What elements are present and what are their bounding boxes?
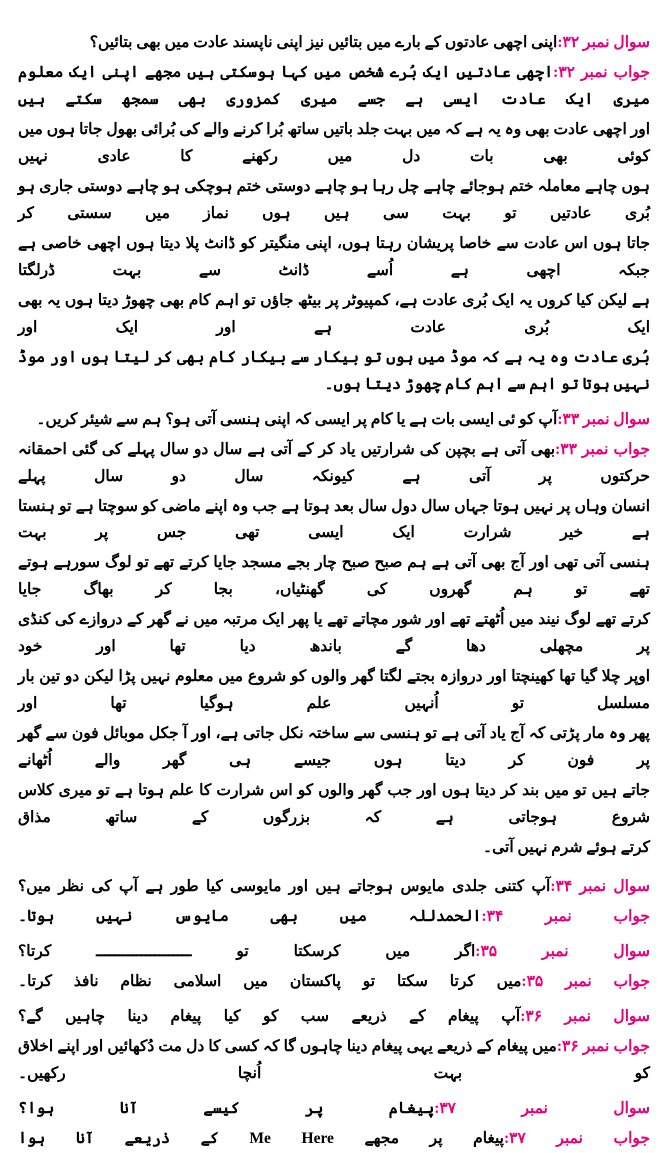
answer-33-line-6: پھر وہ مار پڑتی کہ آج یاد آتی ہے تو ہنسی سے ساختہ نکل جاتی ہے، اور آ جکل موبائل فون سے گھر پر فون کر دیتا ہوں جیسے ہی گھر والے اُٹھانے xyxy=(18,725,650,770)
answer-32-line-1 xyxy=(18,60,650,114)
answer-33-line-2: انسان وہاں پر نہیں ہوتا جہاں سال دول سال بعد ہوتا ہے جب وہ اپنے ماضی کو سوچتا ہے تو ہنستا ہے خیر شرارت ایک ایسی تھی جس پر بہت xyxy=(18,497,650,542)
question-33-label: سوال نمبر ۳۳: xyxy=(557,410,650,428)
qa-block-q35 xyxy=(18,939,650,966)
question-35 xyxy=(18,939,650,966)
qa-block-a36 xyxy=(18,1034,650,1088)
answer-32-label: جواب نمبر ۳۲: xyxy=(553,63,650,81)
answer-35-text: میں کرتا سکتا تو پاکستان میں اسلامی نظام نافذ کرتا۔ xyxy=(18,973,522,990)
answer-37-text-after: کے ذریعے آنا ہوا xyxy=(18,1129,250,1147)
answer-32-text-1: اچھی عادتیں ایک بُرے شخص میں کہا ہوسکتی ہیں مجھے اپنی ایک معلوم میری ایک عادت ایسی ہے جسے میری کمزوری بھی سمجھ سکتے ہیں xyxy=(18,63,650,108)
answer-33-line-1 xyxy=(18,437,650,491)
answer-32-line-6: بُری عادت وہ یہ ہے کہ موڈ میں ہوں تو بیکار سے بیکار کام بھی کر لیتا ہوں اور موڈ نہیں ہوتا تو اہم سے اہم کام چھوڑ دیتا ہوں۔ xyxy=(18,348,651,393)
answer-32-line-3: ہوں چاہے معاملہ ختم ہوجائے چاہے چل رہا ہو چاہے دوستی ختم ہوچکی ہو چاہے دوستی جاری ہو بُری عادتیں تو بہت سی ہیں ہوں نماز میں سستی کر xyxy=(18,177,650,222)
answer-34-label: جواب نمبر ۳۴: xyxy=(481,908,650,926)
question-33 xyxy=(18,407,650,434)
answer-34 xyxy=(18,904,650,931)
answer-37-label: جواب نمبر ۳۷: xyxy=(503,1129,650,1147)
qa-block-q33 xyxy=(18,407,650,434)
answer-33-text-1: بھی آتی ہے بچپن کی شرارتیں یاد کر کے آتی ہے سال دو سال پہلے کی گئی احمقانہ حرکتوں پر آتی ہے کیونکہ سال دو سال پہلے xyxy=(18,440,650,485)
qa-block-a35 xyxy=(18,969,650,996)
question-34-text: آپ کتنی جلدی مایوس ہوجاتے ہیں اور مایوسی کیا طور ہے آپ کی نظر میں؟ xyxy=(18,878,551,896)
qa-block-a33 xyxy=(18,437,650,863)
qa-block-a32 xyxy=(18,60,650,399)
answer-36 xyxy=(18,1034,650,1088)
question-35-label: سوال نمبر ۳۵: xyxy=(475,943,650,961)
spacer xyxy=(18,865,650,874)
answer-37-text-before: پیغام پر مجھے xyxy=(333,1129,504,1147)
answer-34-text: الحمدللہ میں بھی مایوس نہیں ہوتا۔ xyxy=(18,908,482,926)
answer-36-text: میں پیغام کے ذریعے یہی پیغام دینا چاہوں گا کہ کسی کا دل مت دُکھائیں اور اپنے اخلاق کو بہت اُنچا رکھیں۔ xyxy=(18,1037,650,1082)
answer-33-line-4: کرتے تھے لوگ نیند میں اُٹھتے تھے اور شور مچاتے تھے یا پھر ایک مرتبہ میں نے گھر کے دروازے کی کنڈی پر مچھلی دھا گے باندھ دیا تھا اور خود xyxy=(18,611,650,656)
answer-32-line-5: ہے لیکن کیا کروں یہ ایک بُری عادت ہے، کمپیوٹر پر بیٹھ جاؤں تو اہم کام بھی چھوڑ دیتا ہوں یہ بھی ایک بُری عادت ہے اور ایک اور xyxy=(18,291,650,336)
answer-35-label: جواب نمبر ۳۵: xyxy=(521,973,650,990)
question-32-label: سوال نمبر ۳۲: xyxy=(557,34,650,51)
answer-33-line-8: کرتے ہوئے شرم نہیں آتی۔ xyxy=(483,839,650,857)
answer-32-line-4: جاتا ہوں اس عادت سے خاصا پریشان رہتا ہوں، اپنی منگیتر کو ڈانٹ پلا دیتا ہوں اچھی خاصی ہے جبکہ اچھی ہے اُسے ڈانٹ سے بہت ڈرلگتا xyxy=(18,234,650,279)
answer-33-line-3: ہنسی آتی تھی اور آج بھی آتی ہے ہم صبح صبح چار بجے مسجد جایا کرتے تھے تو لوگ سورہے ہوتے تھے تو ہم گھروں کی گھنٹیاں، بجا کر بھاگ جایا xyxy=(18,554,650,599)
qa-block-q34 xyxy=(18,874,650,901)
answer-37 xyxy=(18,1126,650,1153)
qa-block-a34 xyxy=(18,904,650,931)
answer-33-label: جواب نمبر ۳۳: xyxy=(555,440,650,458)
question-35-text: اگر میں کرسکتا تو ـــــــــــــــــــــ کرتا؟ xyxy=(18,943,476,961)
answer-33-line-5: اوپر چلا گیا تھا کھینچتا اور دروازہ بجتے لگتا گھر والوں کو شروع میں معلوم نہیں پڑا لیکن دو تین بار مسلسل تو اُنہیں علم ہوگیا تھا اور xyxy=(18,668,650,713)
qa-block-q37 xyxy=(18,1096,650,1123)
answer-36-label: جواب نمبر ۳۶: xyxy=(556,1037,650,1055)
qa-block-a37 xyxy=(18,1126,650,1153)
question-32 xyxy=(18,30,650,57)
answer-37-latin-text: Me Here xyxy=(249,1129,334,1147)
answer-32-line-2: اور اچھی عادت بھی وہ یہ ہے کہ میں بہت جلد باتیں ساتھ بُرا کرنے والے کی بُرائی بھول جاتا ہوں میں کوئی بھی بات دل میں رکھنے کا عادی نہیں xyxy=(18,120,650,165)
answer-35 xyxy=(18,969,650,996)
question-33-text: آپ کو ئی ایسی بات ہے یا کام پر ایسی کہ اپنی ہنسی آتی ہو؟ ہم سے شیئر کریں۔ xyxy=(36,410,558,428)
question-36-label: سوال نمبر ۳۶: xyxy=(520,1007,650,1025)
question-34-label: سوال نمبر ۳۴: xyxy=(550,878,650,896)
qa-block-q32 xyxy=(18,30,650,57)
question-32-text: اپنی اچھی عادتوں کے بارے میں بتائیں نیز اپنی ناپسند عادت میں بھی بتائیں؟ xyxy=(89,34,558,51)
question-37-label: سوال نمبر ۳۷: xyxy=(434,1099,650,1117)
question-34 xyxy=(18,874,650,901)
answer-33-line-7: جاتے ہیں تو میں بند کر دیتا ہوں اور جب گھر والوں کو اس شرارت کا علم ہوتا ہے تو میری کلاس شروع ہوجاتی ہے کہ بزرگوں کے ساتھ مذاق xyxy=(18,782,650,827)
qa-block-q36 xyxy=(18,1004,650,1031)
question-37-text: پیغام پر کیسے آنا ہوا؟ xyxy=(18,1099,435,1117)
question-36-text: آپ پیغام کے ذریعے سب کو کیا پیغام دینا چاہیں گے؟ xyxy=(18,1007,521,1025)
question-36 xyxy=(18,1004,650,1031)
question-37 xyxy=(18,1096,650,1123)
